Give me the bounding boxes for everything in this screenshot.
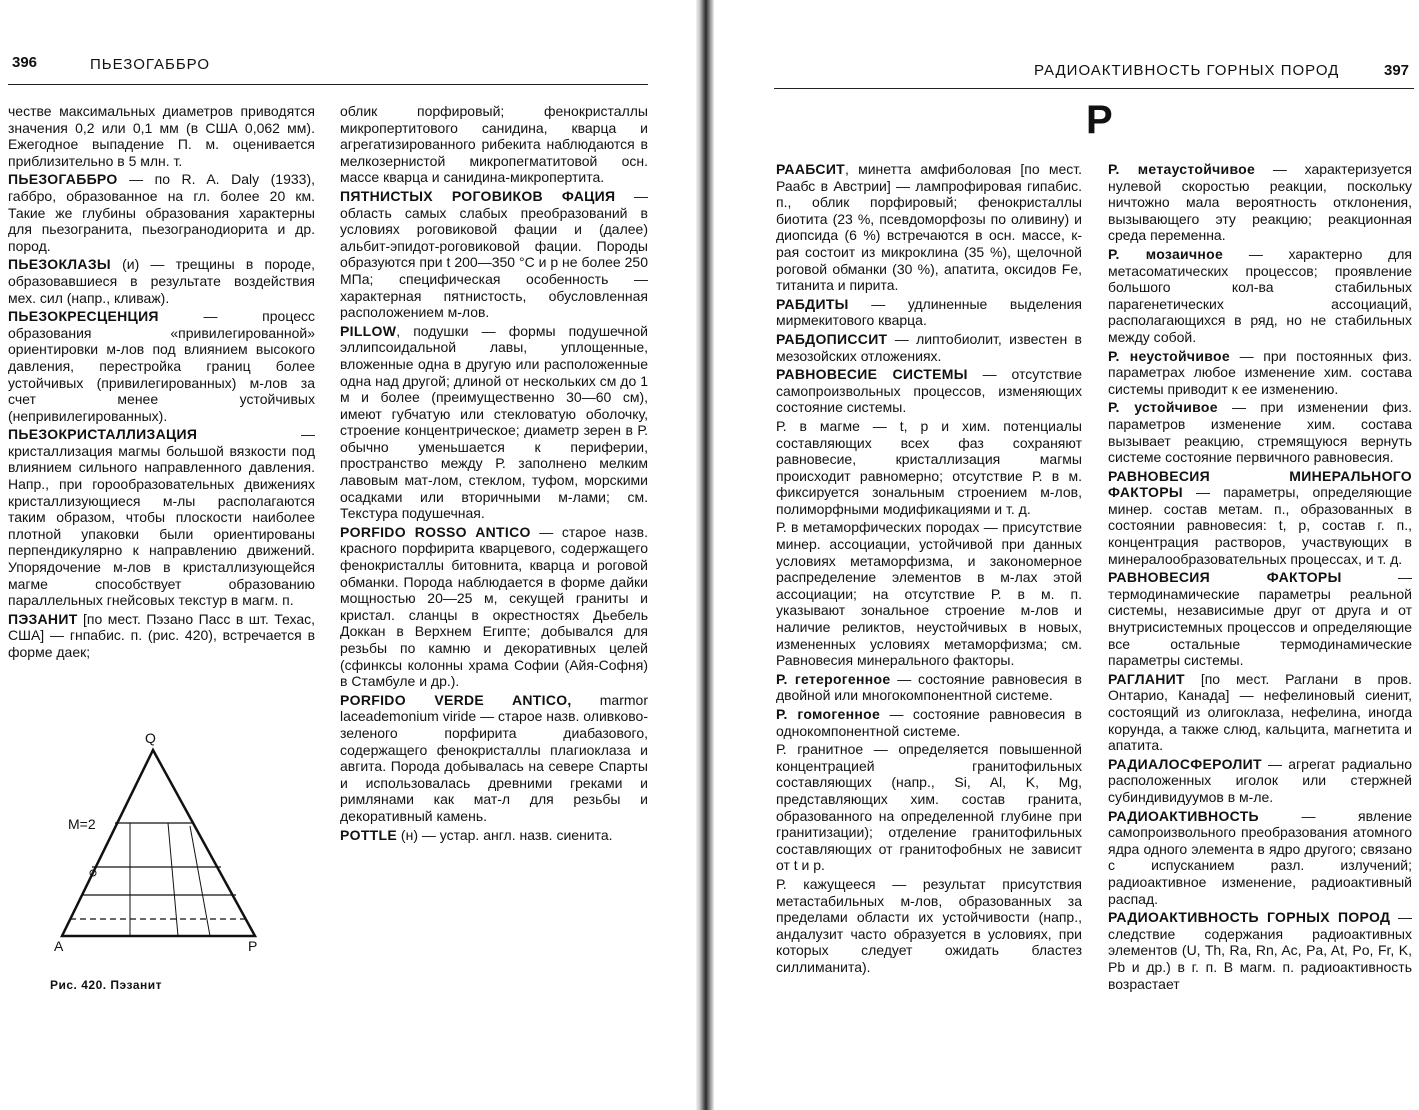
header-rule (8, 84, 648, 85)
entry-text: — старое назв. красного порфирита кварцевого, содержащего фенокристаллы битовнита, кварца и роговой обманки. Порода наблюдается в форме дайки мощностью 20—25 м, секущей граниты и кристал. сланцы в окрестностях Дьебель Доккан в Верхнем Египте; добывался для резьбы по камню и декоративных целей (сфинксы колонны храма Софии (Айя-Софня) в Стамбуле и др.). (340, 523, 648, 690)
entry-paragraph (1108, 399, 1412, 465)
entry-term: РААБСИТ (776, 161, 846, 177)
entry-term: ПЬЕЗОГАББРО (8, 171, 118, 188)
entry-paragraph (340, 827, 648, 844)
entry-term: ПЭЗАНИТ (8, 610, 78, 627)
entry-term: ПЬЕЗОКРИСТАЛЛИЗАЦИЯ (8, 426, 198, 443)
entry-term: Р. мозаичное (1108, 245, 1224, 262)
entry-text: — явление самопроизвольного преобразования атомного ядра одного элемента в ядро другого; связано с испусканием разл. излучений; радиоактивное изменение, радиоактивный распад. (1108, 807, 1412, 907)
entry-text: облик порфировый; фенокристаллы микропертитового санидина, кварца и агрегатизированного рибекита наблюдаются в мелкозернистой микропегматитовой осн. массе кварца и санидина-микропертита. (340, 103, 648, 186)
right-page (712, 0, 1419, 1110)
letter-heading: Р (1086, 98, 1113, 142)
entry-text: — кристаллизация магмы большой вязкости под влиянием сильного направленного давления. Напр., при горообразовательных движениях кристаллизующиеся м-лы располагаются таким образом, чтобы плоскости наиболее плотной упаковки были ориентированы перпендикулярно к направлению движений. Упорядочение м-лов в кристаллизующейся магме способствует образованию параллельных гнейсовых текстур в магм. п. (8, 426, 315, 609)
entry-paragraph (776, 418, 1082, 518)
entry-text: — по R. A. Daly (1933), габбро, образованное на гл. более 20 км. Такие же глубины образования характерны для пьезогранита, пьезогранодиорита и др. пород. (8, 171, 315, 254)
entry-text: Р. кажущееся — результат присутствия метастабильных м-лов, образованных за пределами области их устойчивости (напр., андалузит часто образуется в условиях, при которых следует ожидать бластез силлиманита). (776, 875, 1082, 975)
entry-term: РАВНОВЕСИЕ СИСТЕМЫ (776, 366, 968, 383)
running-head: ПЬЕЗОГАББРО (90, 56, 211, 73)
entry-text: — состояние равновесия в однокомпонентной системе. (776, 706, 1082, 739)
entry-paragraph (776, 161, 1082, 294)
entry-term: Р. неустойчивое (1108, 347, 1230, 364)
entry-text: Р. в метаморфических породах — присутствие минер. ассоциации, устойчивой при данных условиях метаморфизма, и закономерное распределение элементов в м-лах этой ассоциации; на отсутствие Р. в м. п. указывают зональное строение м-лов и наличие реликтов, неустойчивых в новых, измененных условиях метаморфизма; см. Равновесия минерального факторы. (776, 519, 1082, 669)
entry-paragraph (776, 706, 1082, 739)
entry-paragraph (8, 426, 315, 609)
entry-text: , подушки — формы подушечной эллипсоидальной лавы, уплощенные, вложенные одна в другую или расположенные одна над другой; длиной от нескольких см до 1 м и более (преимущественно 30—60 см), имеют губчатую или стекловатую оболочку, строение концентрическое; диаметр зерен в Р. обычно уменьшается к периферии, пространство между Р. заполнено мелким лавовым мат-лом, стеклом, туфом, морскими осадками или вторичными м-лами; см. Текстура подушечная. (340, 322, 648, 522)
entry-text: — при постоянных физ. параметрах любое изменение хим. состава системы приводит к ее изменению. (1108, 347, 1412, 397)
label-m-2: M=2 (68, 816, 96, 832)
left-page (0, 0, 700, 1110)
entry-paragraph (8, 103, 315, 169)
entry-paragraph (776, 519, 1082, 668)
entry-paragraph (776, 366, 1082, 416)
text-column-2 (340, 103, 648, 845)
entry-paragraph (340, 103, 648, 186)
entry-term: PILLOW (340, 322, 397, 339)
entry-text: — параметры, определяющие минер. состав метам. п., образованных в состоянии равновесия: t, p, состав г. п., концентрация растворов, участвующих в минералообразовательных процессах, и т. д. (1108, 484, 1412, 567)
entry-text: — отсутствие самопроизвольных процессов, изменяющих состояние системы. (776, 366, 1082, 416)
header-rule (774, 88, 1414, 89)
entry-text: , минетта амфиболовая [по мест. Раабс в Австрии] — лампрофировая гипабис. п., облик порфировый; фенокристаллы биотита (23 %, псевдоморфозы по оливину) и диопсида (6 %) встречаются в осн. массе, к-рая состоит из микроклина (35 %), щелочной роговой обманки (30 %), апатита, оксидов Fe, титанита и пирита. (776, 161, 1082, 294)
entry-term: ПЯТНИСТЫХ РОГОВИКОВ ФАЦИЯ (340, 187, 616, 204)
entry-text: — удлиненные выделения мирмекитового кварца. (776, 295, 1082, 329)
entry-paragraph (776, 876, 1082, 976)
figure-caption: Рис. 420. Пэзанит (50, 978, 162, 992)
entry-paragraph (1108, 348, 1412, 398)
entry-term: РАВНОВЕСИЯ ФАКТОРЫ (1108, 569, 1342, 586)
entry-text: — состояние равновесия в двойной или многокомпонентной системе. (776, 670, 1082, 704)
figure-420 (50, 728, 290, 998)
entry-text: — при изменении физ. параметров изменение хим. состава вызывает реакцию, стремящуюся вернуть системе состояние первичного равновесия. (1108, 399, 1413, 466)
entry-text: [по мест. Раглани в пров. Онтарио, Канада] — нефелиновый сиенит, состоящий из олигоклаза, нефелина, иногда корунда, а также слюд, кальцита, магнетита и апатита. (1108, 670, 1412, 754)
entry-term: РАВНОВЕСИЯ МИНЕРАЛЬНОГО ФАКТОРЫ (1108, 467, 1412, 501)
entry-paragraph (8, 611, 315, 661)
entry-term: ПЬЕЗОКЛАЗЫ (8, 256, 111, 273)
entry-term: ПЬЕЗОКРЕСЦЕНЦИЯ (8, 308, 159, 325)
entry-term: POTTLE (340, 826, 398, 843)
entry-paragraph (1108, 569, 1412, 669)
entry-paragraph (1108, 671, 1412, 754)
entry-text: Р. в магме — t, p и хим. потенциалы составляющих всех фаз сохраняют равновесие, кристаллизация магмы происходит равномерно; отсутствие Р. в м. фиксируется зональным строением м-лов, полиморфными модификациями и т. д. (776, 417, 1082, 517)
entry-paragraph (776, 741, 1082, 874)
entry-term: РАДИОАКТИВНОСТЬ ГОРНЫХ ПОРОД (1108, 909, 1391, 926)
entry-text: Р. гранитное — определяется повышенной концентрацией гранитофильных составляющих (напр., Si, Al, K, Mg, представляющих хим. состав гранита, образованного на определенной глубине при гранитизации); отделение гранитофильных составляющих от гранитофобных не зависит от t и p. (776, 741, 1082, 874)
vertex-label-p: P (248, 938, 258, 954)
entry-paragraph (340, 524, 648, 690)
page-number: 397 (1384, 62, 1410, 79)
ternary-diagram (50, 728, 290, 968)
entry-paragraph (1108, 756, 1412, 806)
entry-paragraph (1108, 161, 1412, 244)
entry-text: — процесс образования «привилегированной» ориентировки м-лов под влиянием высокого давления, перестройка границ более устойчивых (привилегированных) м-лов за счет менее устойчивых (непривилегированных). (8, 308, 315, 424)
entry-paragraph (776, 331, 1082, 364)
entry-text: — термодинамические параметры реальной системы, независимые друг от друга и от внутрисистемных процессов и определяющие все остальные термодинамические параметры системы. (1108, 569, 1412, 669)
entry-term: PORFIDO ROSSO ANTICO (340, 523, 531, 540)
running-head: РАДИОАКТИВНОСТЬ ГОРНЫХ ПОРОД (1034, 62, 1340, 79)
entry-text: — липтобиолит, известен в мезозойских отложениях. (776, 330, 1082, 364)
entry-text: — характерно для метасоматических процессов; проявление большого кол-ва стабильных парагенетических ассоциаций, располагающихся в ряд, но не стабильных между собой. (1108, 245, 1413, 345)
entry-paragraph (8, 171, 315, 254)
entry-term: РАБДИТЫ (776, 295, 849, 312)
entry-term: PORFIDO VERDE ANTICO, (340, 691, 572, 708)
vertex-label-q: Q (145, 730, 156, 746)
entry-term: РАГЛАНИТ (1108, 670, 1185, 687)
entry-text: (и) — трещины в породе, образовавшиеся в результате воздействия мех. сил (напр., кливаж). (8, 256, 315, 306)
entry-term: Р. гомогенное (776, 706, 881, 722)
entry-paragraph (1108, 808, 1412, 908)
entry-paragraph (1108, 909, 1412, 992)
entry-paragraph (8, 256, 315, 306)
entry-paragraph (340, 692, 648, 825)
entry-text: — характеризуется нулевой скоростью реакции, поскольку ничтожно мала вероятность отклонения, вызывающего эту реакцию; реакционная среда переменна. (1108, 161, 1412, 244)
entry-text: — агрегат радиально расположенных иголок или стержней субиндивидуумов в м-ле. (1108, 755, 1412, 805)
text-column-1 (776, 161, 1082, 978)
entry-text: marmor laceademonium viride — старое назв. оливково-зеленого порфирита диабазового, содержащего фенокристаллы плагиоклаза и авгита. Порода добывалась на севере Спарты и использовалась древними греками и римлянами как мат-л для резьбы и декоративный камень. (340, 691, 648, 824)
entry-paragraph (776, 671, 1082, 704)
entry-term: РАБДОПИССИТ (776, 330, 888, 347)
entry-paragraph (1108, 468, 1412, 568)
entry-paragraph (340, 323, 648, 522)
entry-text: — следствие содержания радиоактивных элементов (U, Th, Ra, Rn, Ac, Pa, At, Po, Fr, K, Pb и др.) в г. п. В магм. п. радиоактивность возрастает (1108, 909, 1412, 992)
entry-term: Р. устойчивое (1108, 399, 1218, 416)
vertex-label-a: A (54, 938, 64, 954)
entry-term: Р. метаустойчивое (1108, 161, 1256, 177)
entry-text: — область самых слабых преобразований в условиях роговиковой фации и (далее) альбит-эпидот-роговиковой фации. Породы образуются при t 200—350 °С и p не более 250 МПа; специфическая особенность — характерная пятнистость, обусловленная расположением м-лов. (340, 187, 648, 321)
page-number: 396 (12, 54, 38, 71)
entry-paragraph (8, 308, 315, 424)
entry-paragraph (1108, 246, 1412, 346)
entry-paragraph (776, 296, 1082, 329)
entry-text: честве максимальных диаметров приводятся значения 0,2 или 0,1 мм (в США 0,062 мм). Ежегодное выпадение П. м. оценивается приблизительно в 5 млн. т. (8, 103, 315, 169)
entry-term: РАДИОАКТИВНОСТЬ (1108, 807, 1259, 824)
entry-term: РАДИАЛОСФЕРОЛИТ (1108, 755, 1262, 772)
entry-text: (н) — устар. англ. назв. сиенита. (397, 826, 613, 843)
entry-term: Р. гетерогенное (776, 670, 891, 687)
text-column-2 (1108, 161, 1412, 994)
entry-paragraph (340, 188, 648, 321)
text-column-1 (8, 103, 315, 663)
entry-text: [по мест. Пэзано Пасс в шт. Техас, США] — гнпабис. п. (рис. 420), встречается в форме даек; (8, 610, 315, 660)
